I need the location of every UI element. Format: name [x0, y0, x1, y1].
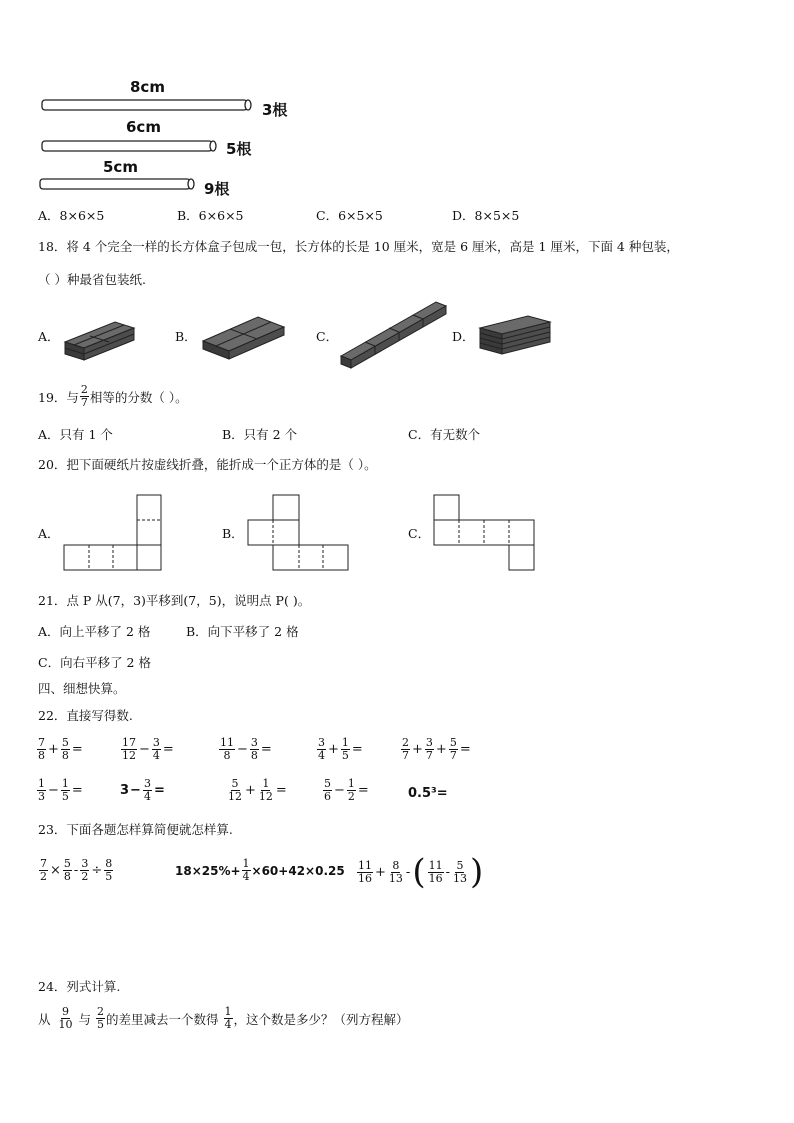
rod-length-label: 8cm: [130, 78, 165, 96]
q20-label-b[interactable]: B．: [222, 526, 244, 541]
q24-stem: 24．列式计算.: [38, 979, 121, 994]
q22-item: $\frac{11}{8}$ − $\frac{3}{8}$ =: [220, 736, 272, 762]
rod-8cm: [40, 98, 260, 112]
fraction: $\frac{2}{7}$: [80, 383, 88, 409]
package-b: [200, 303, 290, 363]
cube-net-a: [63, 494, 165, 572]
q18-label-d[interactable]: D．: [452, 329, 475, 344]
option-c[interactable]: C．6×5×5: [316, 208, 383, 223]
rod-length-label: 6cm: [126, 118, 161, 136]
rod-6cm: [40, 139, 220, 153]
q18-label-b[interactable]: B．: [175, 329, 197, 344]
rod-length-label: 5cm: [103, 158, 138, 176]
option-a[interactable]: A．8×6×5: [38, 208, 105, 223]
rod-count-label: 3根: [262, 101, 288, 119]
q22-item: $\frac{5}{12}$ + $\frac{1}{12}$ =: [228, 777, 287, 803]
option-a[interactable]: A．向上平移了 2 格: [38, 624, 151, 639]
package-a: [60, 308, 140, 363]
option-c[interactable]: C．向右平移了 2 格: [38, 655, 151, 670]
q19-stem: 19．与 $\frac{2}{7}$ 相等的分数（ ）。: [38, 383, 188, 409]
cube-net-c: [433, 494, 537, 572]
option-b[interactable]: B．向下平移了 2 格: [186, 624, 299, 639]
q21-stem: 21．点 P 从(7，3)平移到(7，5)，说明点 P( )。: [38, 593, 311, 608]
q22-item: $\frac{17}{12}$ − $\frac{3}{4}$ =: [122, 736, 174, 762]
q22-item: $\frac{1}{3}$ − $\frac{1}{5}$ =: [38, 777, 83, 803]
option-a[interactable]: A．只有 1 个: [38, 427, 113, 442]
package-d: [476, 312, 556, 360]
section-heading: 四、细想快算。: [38, 681, 126, 696]
q22-item: $\frac{2}{7}$ + $\frac{3}{7}$ + $\frac{5}{7}$ =: [402, 736, 471, 762]
q18-label-a[interactable]: A．: [38, 329, 60, 344]
q22-item: $\frac{3}{4}$ + $\frac{1}{5}$ =: [318, 736, 363, 762]
option-d[interactable]: D．8×5×5: [452, 208, 520, 223]
q24-problem: 从 $\frac{9}{10}$ 与 $\frac{2}{5}$ 的差里减去一个数得 $\frac{1}{4}$ ，这个数是多少？（列方程解）: [38, 1005, 409, 1031]
q22-item: 3 − $\frac{3}{4}$ =: [120, 777, 165, 803]
q20-label-a[interactable]: A．: [38, 526, 60, 541]
cube-net-b: [247, 494, 351, 572]
q22-item: $\frac{5}{6}$ − $\frac{1}{2}$ =: [324, 777, 369, 803]
rod-count-label: 5根: [226, 140, 252, 158]
q23-stem: 23．下面各题怎样算简便就怎样算.: [38, 822, 233, 837]
q22-item: $\frac{7}{8}$ + $\frac{5}{8}$ =: [38, 736, 83, 762]
q22-item: 0.5³=: [408, 786, 448, 801]
q20-stem: 20．把下面硬纸片按虚线折叠，能折成一个正方体的是（ ）。: [38, 457, 377, 472]
q23-expr-1: $\frac{7}{2}$ × $\frac{5}{8}$ - $\frac{3}{2}$ ÷ $\frac{8}{5}$: [40, 857, 113, 883]
package-c: [338, 298, 450, 370]
rod-5cm: [38, 177, 196, 191]
rod-count-label: 9根: [204, 180, 230, 198]
option-c[interactable]: C．有无数个: [408, 427, 481, 442]
q23-expr-2: 18×25%+ $\frac{1}{4}$ ×60+42×0.25: [175, 857, 345, 883]
option-b[interactable]: B．6×6×5: [177, 208, 244, 223]
q20-label-c[interactable]: C．: [408, 526, 431, 541]
option-b[interactable]: B．只有 2 个: [222, 427, 298, 442]
q18-stem-cont: （ ）种最省包装纸.: [38, 272, 146, 287]
q23-expr-3: $\frac{11}{16}$ + $\frac{8}{13}$ - ( $\frac{11}{16}$ - $\frac{5}{13}$ ): [358, 852, 484, 892]
q18-label-c[interactable]: C．: [316, 329, 339, 344]
q22-stem: 22．直接写得数.: [38, 708, 133, 723]
q18-stem: 18．将 4 个完全一样的长方体盒子包成一包，长方体的长是 10 厘米，宽是 6 厘米，高是 1 厘米，下面 4 种包装，: [38, 239, 679, 254]
